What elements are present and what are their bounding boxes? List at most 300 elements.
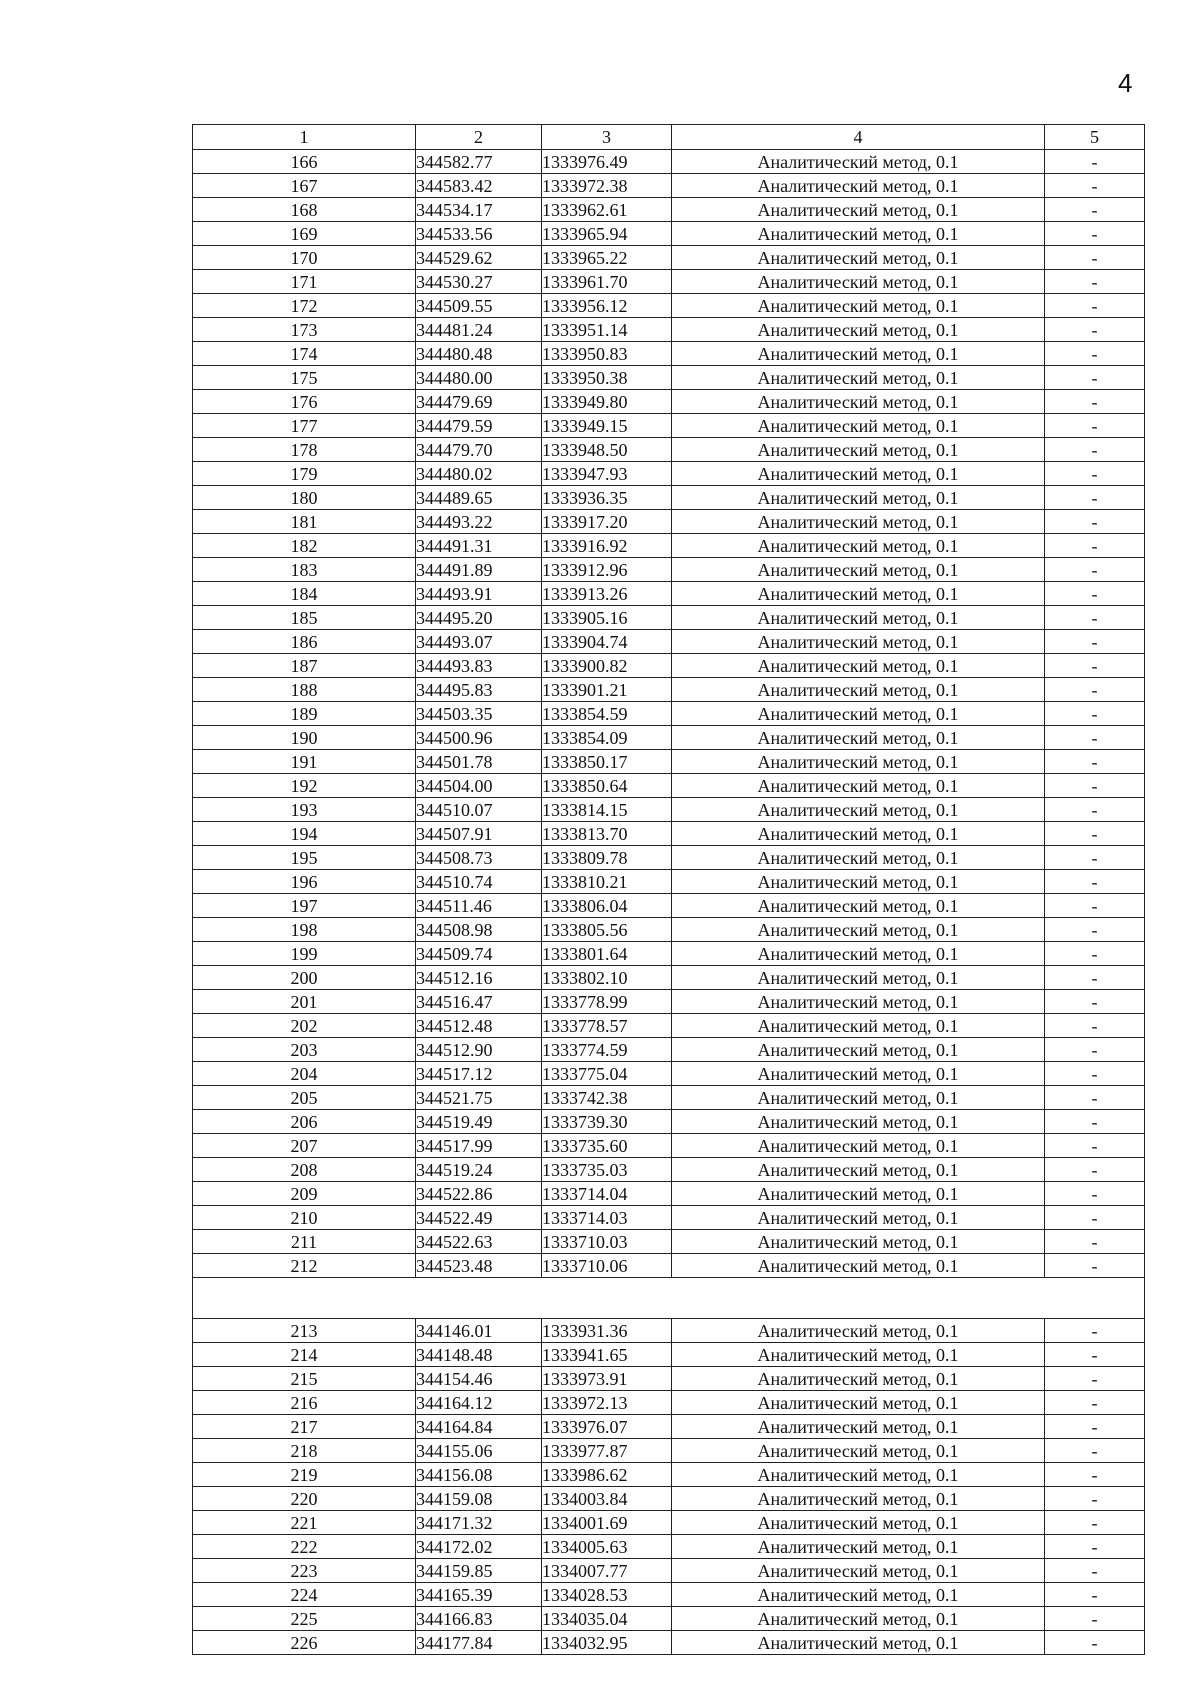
table-row — [193, 486, 1145, 510]
method-cell: Аналитический метод, 0.1 — [672, 846, 1045, 870]
x-coordinate-cell: 344517.12 — [416, 1062, 542, 1086]
y-coordinate-cell: 1333977.87 — [542, 1439, 672, 1463]
point-number-cell: 186 — [193, 630, 416, 654]
x-coordinate-cell: 344146.01 — [416, 1319, 542, 1343]
x-coordinate-cell: 344510.74 — [416, 870, 542, 894]
method-cell: Аналитический метод, 0.1 — [672, 990, 1045, 1014]
note-cell: - — [1045, 246, 1145, 270]
note-cell: - — [1045, 510, 1145, 534]
y-coordinate-cell: 1333917.20 — [542, 510, 672, 534]
y-coordinate-cell: 1333710.06 — [542, 1254, 672, 1278]
table-row — [193, 1182, 1145, 1206]
point-number-cell: 211 — [193, 1230, 416, 1254]
x-coordinate-cell: 344529.62 — [416, 246, 542, 270]
x-coordinate-cell: 344582.77 — [416, 150, 542, 174]
x-coordinate-cell: 344503.35 — [416, 702, 542, 726]
method-cell: Аналитический метод, 0.1 — [672, 462, 1045, 486]
point-number-cell: 224 — [193, 1583, 416, 1607]
point-number-cell: 178 — [193, 438, 416, 462]
point-number-cell: 213 — [193, 1319, 416, 1343]
point-number-cell: 166 — [193, 150, 416, 174]
note-cell: - — [1045, 1343, 1145, 1367]
note-cell: - — [1045, 318, 1145, 342]
note-cell: - — [1045, 438, 1145, 462]
table-row — [193, 270, 1145, 294]
x-coordinate-cell: 344480.02 — [416, 462, 542, 486]
table-row — [193, 1319, 1145, 1343]
method-cell: Аналитический метод, 0.1 — [672, 174, 1045, 198]
x-coordinate-cell: 344511.46 — [416, 894, 542, 918]
x-coordinate-cell: 344522.86 — [416, 1182, 542, 1206]
table-row — [193, 870, 1145, 894]
y-coordinate-cell: 1333949.80 — [542, 390, 672, 414]
point-number-cell: 218 — [193, 1439, 416, 1463]
table-row — [193, 702, 1145, 726]
table-row — [193, 1463, 1145, 1487]
point-number-cell: 225 — [193, 1607, 416, 1631]
y-coordinate-cell: 1333976.07 — [542, 1415, 672, 1439]
x-coordinate-cell: 344523.48 — [416, 1254, 542, 1278]
x-coordinate-cell: 344500.96 — [416, 726, 542, 750]
y-coordinate-cell: 1333972.38 — [542, 174, 672, 198]
note-cell: - — [1045, 582, 1145, 606]
x-coordinate-cell: 344480.00 — [416, 366, 542, 390]
note-cell: - — [1045, 1134, 1145, 1158]
method-cell: Аналитический метод, 0.1 — [672, 606, 1045, 630]
table-row — [193, 510, 1145, 534]
y-coordinate-cell: 1334032.95 — [542, 1631, 672, 1655]
table-row — [193, 366, 1145, 390]
y-coordinate-cell: 1333814.15 — [542, 798, 672, 822]
point-number-cell: 201 — [193, 990, 416, 1014]
y-coordinate-cell: 1333806.04 — [542, 894, 672, 918]
table-row — [193, 462, 1145, 486]
table-row — [193, 1014, 1145, 1038]
method-cell: Аналитический метод, 0.1 — [672, 702, 1045, 726]
x-coordinate-cell: 344493.83 — [416, 654, 542, 678]
note-cell: - — [1045, 1062, 1145, 1086]
x-coordinate-cell: 344172.02 — [416, 1535, 542, 1559]
table-row — [193, 438, 1145, 462]
note-cell: - — [1045, 486, 1145, 510]
point-number-cell: 221 — [193, 1511, 416, 1535]
y-coordinate-cell: 1333986.62 — [542, 1463, 672, 1487]
table-row — [193, 1206, 1145, 1230]
table-row — [193, 1062, 1145, 1086]
point-number-cell: 188 — [193, 678, 416, 702]
point-number-cell: 203 — [193, 1038, 416, 1062]
point-number-cell: 172 — [193, 294, 416, 318]
x-coordinate-cell: 344517.99 — [416, 1134, 542, 1158]
y-coordinate-cell: 1333802.10 — [542, 966, 672, 990]
table-row — [193, 654, 1145, 678]
note-cell: - — [1045, 1254, 1145, 1278]
method-cell: Аналитический метод, 0.1 — [672, 438, 1045, 462]
x-coordinate-cell: 344479.70 — [416, 438, 542, 462]
x-coordinate-cell: 344480.48 — [416, 342, 542, 366]
note-cell: - — [1045, 294, 1145, 318]
point-number-cell: 220 — [193, 1487, 416, 1511]
note-cell: - — [1045, 1487, 1145, 1511]
method-cell: Аналитический метод, 0.1 — [672, 918, 1045, 942]
note-cell: - — [1045, 1391, 1145, 1415]
table-row — [193, 1110, 1145, 1134]
method-cell: Аналитический метод, 0.1 — [672, 1535, 1045, 1559]
method-cell: Аналитический метод, 0.1 — [672, 870, 1045, 894]
method-cell: Аналитический метод, 0.1 — [672, 294, 1045, 318]
point-number-cell: 194 — [193, 822, 416, 846]
point-number-cell: 182 — [193, 534, 416, 558]
method-cell: Аналитический метод, 0.1 — [672, 1511, 1045, 1535]
x-coordinate-cell: 344510.07 — [416, 798, 542, 822]
point-number-cell: 206 — [193, 1110, 416, 1134]
x-coordinate-cell: 344481.24 — [416, 318, 542, 342]
point-number-cell: 179 — [193, 462, 416, 486]
point-number-cell: 174 — [193, 342, 416, 366]
point-number-cell: 190 — [193, 726, 416, 750]
y-coordinate-cell: 1333850.17 — [542, 750, 672, 774]
point-number-cell: 184 — [193, 582, 416, 606]
point-number-cell: 168 — [193, 198, 416, 222]
method-cell: Аналитический метод, 0.1 — [672, 1583, 1045, 1607]
table-row — [193, 390, 1145, 414]
y-coordinate-cell: 1333948.50 — [542, 438, 672, 462]
table-row — [193, 798, 1145, 822]
header-col-5: 5 — [1045, 125, 1145, 150]
note-cell: - — [1045, 822, 1145, 846]
x-coordinate-cell: 344521.75 — [416, 1086, 542, 1110]
note-cell: - — [1045, 366, 1145, 390]
table-row — [193, 318, 1145, 342]
table-row — [193, 774, 1145, 798]
table-row — [193, 1487, 1145, 1511]
point-number-cell: 205 — [193, 1086, 416, 1110]
x-coordinate-cell: 344512.16 — [416, 966, 542, 990]
point-number-cell: 167 — [193, 174, 416, 198]
x-coordinate-cell: 344522.63 — [416, 1230, 542, 1254]
note-cell: - — [1045, 1182, 1145, 1206]
note-cell: - — [1045, 414, 1145, 438]
x-coordinate-cell: 344495.20 — [416, 606, 542, 630]
note-cell: - — [1045, 1559, 1145, 1583]
table-row — [193, 150, 1145, 174]
method-cell: Аналитический метод, 0.1 — [672, 1158, 1045, 1182]
y-coordinate-cell: 1333735.60 — [542, 1134, 672, 1158]
method-cell: Аналитический метод, 0.1 — [672, 942, 1045, 966]
x-coordinate-cell: 344159.08 — [416, 1487, 542, 1511]
y-coordinate-cell: 1333809.78 — [542, 846, 672, 870]
note-cell: - — [1045, 1511, 1145, 1535]
header-col-3: 3 — [542, 125, 672, 150]
note-cell: - — [1045, 1415, 1145, 1439]
y-coordinate-cell: 1333951.14 — [542, 318, 672, 342]
x-coordinate-cell: 344166.83 — [416, 1607, 542, 1631]
method-cell: Аналитический метод, 0.1 — [672, 894, 1045, 918]
point-number-cell: 199 — [193, 942, 416, 966]
table-row — [193, 1511, 1145, 1535]
x-coordinate-cell: 344491.31 — [416, 534, 542, 558]
x-coordinate-cell: 344148.48 — [416, 1343, 542, 1367]
y-coordinate-cell: 1333805.56 — [542, 918, 672, 942]
point-number-cell: 177 — [193, 414, 416, 438]
note-cell: - — [1045, 1607, 1145, 1631]
note-cell: - — [1045, 390, 1145, 414]
method-cell: Аналитический метод, 0.1 — [672, 1134, 1045, 1158]
y-coordinate-cell: 1333912.96 — [542, 558, 672, 582]
x-coordinate-cell: 344164.12 — [416, 1391, 542, 1415]
x-coordinate-cell: 344155.06 — [416, 1439, 542, 1463]
point-number-cell: 175 — [193, 366, 416, 390]
method-cell: Аналитический метод, 0.1 — [672, 414, 1045, 438]
x-coordinate-cell: 344512.48 — [416, 1014, 542, 1038]
x-coordinate-cell: 344519.49 — [416, 1110, 542, 1134]
point-number-cell: 196 — [193, 870, 416, 894]
x-coordinate-cell: 344493.22 — [416, 510, 542, 534]
method-cell: Аналитический метод, 0.1 — [672, 654, 1045, 678]
y-coordinate-cell: 1334005.63 — [542, 1535, 672, 1559]
y-coordinate-cell: 1333947.93 — [542, 462, 672, 486]
point-number-cell: 207 — [193, 1134, 416, 1158]
header-col-2: 2 — [416, 125, 542, 150]
table-row — [193, 630, 1145, 654]
method-cell: Аналитический метод, 0.1 — [672, 534, 1045, 558]
point-number-cell: 180 — [193, 486, 416, 510]
method-cell: Аналитический метод, 0.1 — [672, 1230, 1045, 1254]
y-coordinate-cell: 1333778.99 — [542, 990, 672, 1014]
y-coordinate-cell: 1333810.21 — [542, 870, 672, 894]
table-row — [193, 1583, 1145, 1607]
method-cell: Аналитический метод, 0.1 — [672, 1559, 1045, 1583]
point-number-cell: 215 — [193, 1367, 416, 1391]
x-coordinate-cell: 344164.84 — [416, 1415, 542, 1439]
point-number-cell: 226 — [193, 1631, 416, 1655]
method-cell: Аналитический метод, 0.1 — [672, 822, 1045, 846]
note-cell: - — [1045, 1014, 1145, 1038]
point-number-cell: 171 — [193, 270, 416, 294]
method-cell: Аналитический метод, 0.1 — [672, 1631, 1045, 1655]
method-cell: Аналитический метод, 0.1 — [672, 1367, 1045, 1391]
point-number-cell: 209 — [193, 1182, 416, 1206]
table-row — [193, 1038, 1145, 1062]
note-cell: - — [1045, 918, 1145, 942]
y-coordinate-cell: 1333801.64 — [542, 942, 672, 966]
table-row — [193, 1158, 1145, 1182]
method-cell: Аналитический метод, 0.1 — [672, 726, 1045, 750]
note-cell: - — [1045, 798, 1145, 822]
y-coordinate-cell: 1333901.21 — [542, 678, 672, 702]
table-row — [193, 894, 1145, 918]
note-cell: - — [1045, 654, 1145, 678]
table-row — [193, 942, 1145, 966]
x-coordinate-cell: 344171.32 — [416, 1511, 542, 1535]
point-number-cell: 187 — [193, 654, 416, 678]
y-coordinate-cell: 1333913.26 — [542, 582, 672, 606]
x-coordinate-cell: 344479.69 — [416, 390, 542, 414]
table-row — [193, 1367, 1145, 1391]
point-number-cell: 210 — [193, 1206, 416, 1230]
table-row — [193, 1254, 1145, 1278]
note-cell: - — [1045, 1206, 1145, 1230]
point-number-cell: 208 — [193, 1158, 416, 1182]
note-cell: - — [1045, 1038, 1145, 1062]
y-coordinate-cell: 1333714.03 — [542, 1206, 672, 1230]
note-cell: - — [1045, 558, 1145, 582]
x-coordinate-cell: 344583.42 — [416, 174, 542, 198]
y-coordinate-cell: 1333976.49 — [542, 150, 672, 174]
header-col-1: 1 — [193, 125, 416, 150]
method-cell: Аналитический метод, 0.1 — [672, 630, 1045, 654]
note-cell: - — [1045, 726, 1145, 750]
point-number-cell: 198 — [193, 918, 416, 942]
note-cell: - — [1045, 990, 1145, 1014]
table-row — [193, 534, 1145, 558]
note-cell: - — [1045, 942, 1145, 966]
x-coordinate-cell: 344156.08 — [416, 1463, 542, 1487]
note-cell: - — [1045, 1463, 1145, 1487]
y-coordinate-cell: 1333735.03 — [542, 1158, 672, 1182]
method-cell: Аналитический метод, 0.1 — [672, 1487, 1045, 1511]
x-coordinate-cell: 344534.17 — [416, 198, 542, 222]
x-coordinate-cell: 344493.91 — [416, 582, 542, 606]
x-coordinate-cell: 344522.49 — [416, 1206, 542, 1230]
y-coordinate-cell: 1333950.83 — [542, 342, 672, 366]
point-number-cell: 191 — [193, 750, 416, 774]
point-number-cell: 176 — [193, 390, 416, 414]
table-row — [193, 198, 1145, 222]
point-number-cell: 222 — [193, 1535, 416, 1559]
table-row — [193, 846, 1145, 870]
table-row — [193, 1559, 1145, 1583]
method-cell: Аналитический метод, 0.1 — [672, 558, 1045, 582]
method-cell: Аналитический метод, 0.1 — [672, 678, 1045, 702]
table-row — [193, 1415, 1145, 1439]
method-cell: Аналитический метод, 0.1 — [672, 1014, 1045, 1038]
y-coordinate-cell: 1333965.94 — [542, 222, 672, 246]
method-cell: Аналитический метод, 0.1 — [672, 318, 1045, 342]
y-coordinate-cell: 1333710.03 — [542, 1230, 672, 1254]
y-coordinate-cell: 1333854.59 — [542, 702, 672, 726]
method-cell: Аналитический метод, 0.1 — [672, 1062, 1045, 1086]
note-cell: - — [1045, 966, 1145, 990]
table-row — [193, 582, 1145, 606]
table-row — [193, 174, 1145, 198]
y-coordinate-cell: 1333714.04 — [542, 1182, 672, 1206]
header-col-4: 4 — [672, 125, 1045, 150]
method-cell: Аналитический метод, 0.1 — [672, 510, 1045, 534]
note-cell: - — [1045, 1110, 1145, 1134]
table-row — [193, 726, 1145, 750]
point-number-cell: 185 — [193, 606, 416, 630]
table-body — [193, 125, 1145, 1655]
note-cell: - — [1045, 1086, 1145, 1110]
y-coordinate-cell: 1333941.65 — [542, 1343, 672, 1367]
method-cell: Аналитический метод, 0.1 — [672, 1391, 1045, 1415]
point-number-cell: 183 — [193, 558, 416, 582]
x-coordinate-cell: 344495.83 — [416, 678, 542, 702]
y-coordinate-cell: 1333905.16 — [542, 606, 672, 630]
table-row — [193, 918, 1145, 942]
note-cell: - — [1045, 750, 1145, 774]
note-cell: - — [1045, 462, 1145, 486]
x-coordinate-cell: 344507.91 — [416, 822, 542, 846]
point-number-cell: 202 — [193, 1014, 416, 1038]
note-cell: - — [1045, 534, 1145, 558]
table-row — [193, 678, 1145, 702]
page-number: 4 — [1118, 68, 1133, 98]
note-cell: - — [1045, 270, 1145, 294]
note-cell: - — [1045, 342, 1145, 366]
point-number-cell: 173 — [193, 318, 416, 342]
method-cell: Аналитический метод, 0.1 — [672, 486, 1045, 510]
method-cell: Аналитический метод, 0.1 — [672, 390, 1045, 414]
table-row — [193, 606, 1145, 630]
table-row — [193, 558, 1145, 582]
y-coordinate-cell: 1333961.70 — [542, 270, 672, 294]
point-number-cell: 181 — [193, 510, 416, 534]
x-coordinate-cell: 344501.78 — [416, 750, 542, 774]
x-coordinate-cell: 344509.55 — [416, 294, 542, 318]
y-coordinate-cell: 1333950.38 — [542, 366, 672, 390]
point-number-cell: 197 — [193, 894, 416, 918]
note-cell: - — [1045, 1439, 1145, 1463]
method-cell: Аналитический метод, 0.1 — [672, 270, 1045, 294]
x-coordinate-cell: 344530.27 — [416, 270, 542, 294]
y-coordinate-cell: 1333904.74 — [542, 630, 672, 654]
note-cell: - — [1045, 702, 1145, 726]
x-coordinate-cell: 344165.39 — [416, 1583, 542, 1607]
method-cell: Аналитический метод, 0.1 — [672, 582, 1045, 606]
y-coordinate-cell: 1333900.82 — [542, 654, 672, 678]
table-row — [193, 1535, 1145, 1559]
note-cell: - — [1045, 678, 1145, 702]
method-cell: Аналитический метод, 0.1 — [672, 1206, 1045, 1230]
y-coordinate-cell: 1333972.13 — [542, 1391, 672, 1415]
table-row — [193, 1230, 1145, 1254]
x-coordinate-cell: 344177.84 — [416, 1631, 542, 1655]
note-cell: - — [1045, 846, 1145, 870]
point-number-cell: 169 — [193, 222, 416, 246]
method-cell: Аналитический метод, 0.1 — [672, 1086, 1045, 1110]
note-cell: - — [1045, 1535, 1145, 1559]
method-cell: Аналитический метод, 0.1 — [672, 966, 1045, 990]
y-coordinate-cell: 1333813.70 — [542, 822, 672, 846]
method-cell: Аналитический метод, 0.1 — [672, 1415, 1045, 1439]
x-coordinate-cell: 344512.90 — [416, 1038, 542, 1062]
y-coordinate-cell: 1334035.04 — [542, 1607, 672, 1631]
point-number-cell: 192 — [193, 774, 416, 798]
x-coordinate-cell: 344159.85 — [416, 1559, 542, 1583]
point-number-cell: 195 — [193, 846, 416, 870]
method-cell: Аналитический метод, 0.1 — [672, 1110, 1045, 1134]
note-cell: - — [1045, 174, 1145, 198]
point-number-cell: 214 — [193, 1343, 416, 1367]
x-coordinate-cell: 344479.59 — [416, 414, 542, 438]
y-coordinate-cell: 1333916.92 — [542, 534, 672, 558]
y-coordinate-cell: 1333778.57 — [542, 1014, 672, 1038]
point-number-cell: 216 — [193, 1391, 416, 1415]
method-cell: Аналитический метод, 0.1 — [672, 1254, 1045, 1278]
note-cell: - — [1045, 1158, 1145, 1182]
y-coordinate-cell: 1333775.04 — [542, 1062, 672, 1086]
x-coordinate-cell: 344509.74 — [416, 942, 542, 966]
y-coordinate-cell: 1333965.22 — [542, 246, 672, 270]
table-row — [193, 750, 1145, 774]
method-cell: Аналитический метод, 0.1 — [672, 1439, 1045, 1463]
point-number-cell: 189 — [193, 702, 416, 726]
method-cell: Аналитический метод, 0.1 — [672, 750, 1045, 774]
table-row — [193, 1343, 1145, 1367]
x-coordinate-cell: 344493.07 — [416, 630, 542, 654]
